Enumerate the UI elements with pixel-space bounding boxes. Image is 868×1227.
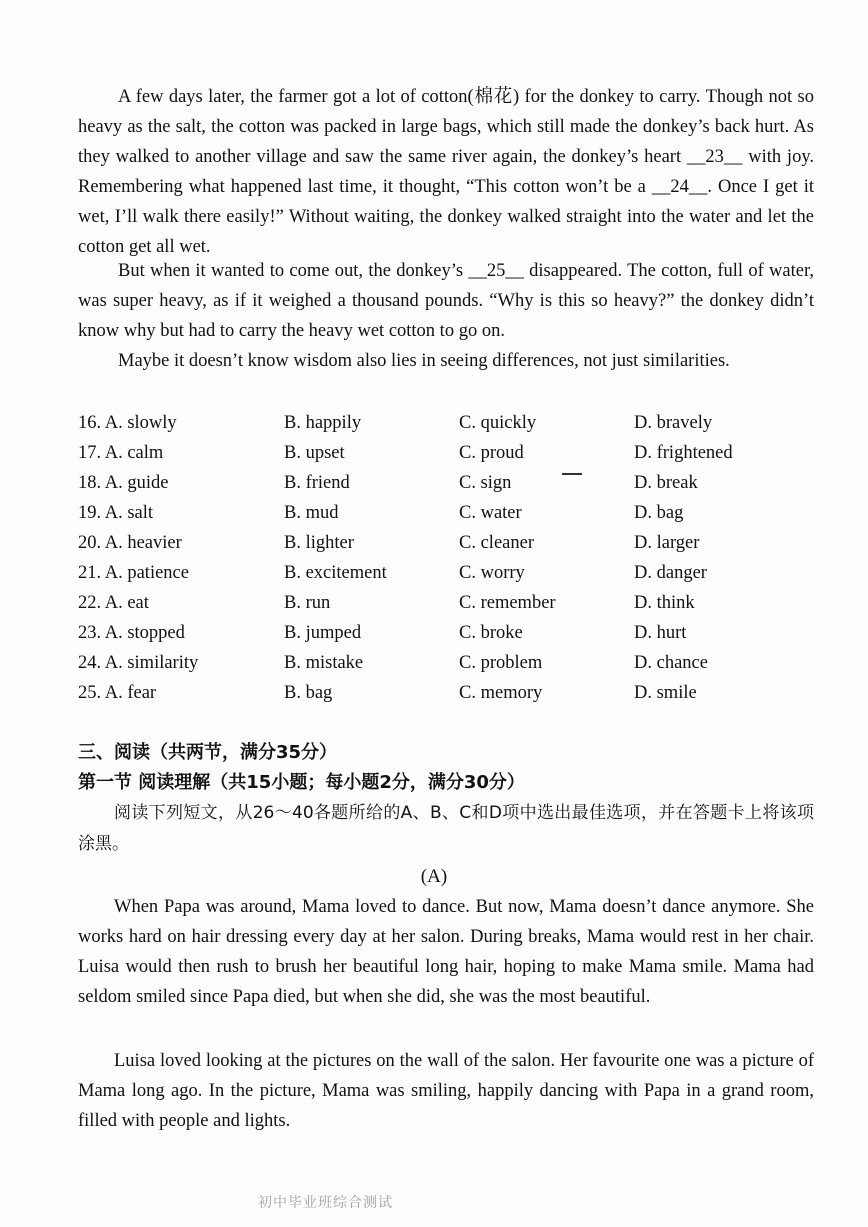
question-row-24 bbox=[78, 648, 818, 678]
story-paragraph-3: Maybe it doesn’t know wisdom also lies in seeing differences, not just similarities. bbox=[118, 351, 730, 371]
cloze-options-list bbox=[78, 408, 818, 708]
option-d: D. think bbox=[634, 593, 695, 613]
question-row-18 bbox=[78, 468, 818, 498]
option-d: D. bravely bbox=[634, 413, 713, 433]
option-b: B. jumped bbox=[284, 623, 362, 643]
option-d: D. bag bbox=[634, 503, 684, 523]
question-row-19 bbox=[78, 498, 818, 528]
passage-a-paragraph-1: When Papa was around, Mama loved to dance. But now, Mama doesn’t dance anymore. She works hard on hair dressing every day at her salon. During breaks, Mama would rest in her chair. Luisa would then rush to brush her beautiful long hair, hoping to make Mama smile. Mama had seldom smiled since Papa died, but when she did, she was the most beautiful. bbox=[78, 897, 814, 1007]
question-row-22 bbox=[78, 588, 818, 618]
option-c: C. sign bbox=[459, 473, 512, 493]
option-a: 18. A. guide bbox=[78, 473, 169, 493]
option-a: 17. A. calm bbox=[78, 443, 164, 463]
option-b: B. bag bbox=[284, 683, 333, 703]
option-c: C. water bbox=[459, 503, 522, 523]
option-d: D. break bbox=[634, 473, 698, 493]
option-b: B. run bbox=[284, 593, 331, 613]
option-d: D. danger bbox=[634, 563, 707, 583]
option-c: C. remember bbox=[459, 593, 556, 613]
question-row-23 bbox=[78, 618, 818, 648]
option-a: 20. A. heavier bbox=[78, 533, 182, 553]
option-a: 22. A. eat bbox=[78, 593, 149, 613]
passage-label: (A) bbox=[420, 866, 448, 887]
section-subtitle: 第一节 阅读理解（共15小题；每小题2分，满分30分） bbox=[78, 772, 525, 793]
question-row-17 bbox=[78, 438, 818, 468]
option-a: 19. A. salt bbox=[78, 503, 154, 523]
passage-a-paragraph-2: Luisa loved looking at the pictures on the wall of the salon. Her favourite one was a picture of Mama long ago. In the picture, Mama was smiling, happily dancing with Papa in a grand room, filled with people and lights. bbox=[78, 1051, 814, 1131]
option-d: D. chance bbox=[634, 653, 708, 673]
option-b: B. lighter bbox=[284, 533, 354, 553]
section-instruction: 阅读下列短文，从26～40各题所给的A、B、C和D项中选出最佳选项，并在答题卡上将该项涂黑。 bbox=[78, 803, 814, 854]
option-c: C. quickly bbox=[459, 413, 537, 433]
question-row-20 bbox=[78, 528, 818, 558]
option-b: B. friend bbox=[284, 473, 350, 493]
option-b: B. excitement bbox=[284, 563, 387, 583]
option-c: C. problem bbox=[459, 653, 543, 673]
pen-mark bbox=[562, 473, 582, 475]
question-row-21 bbox=[78, 558, 818, 588]
option-a: 16. A. slowly bbox=[78, 413, 177, 433]
option-b: B. mistake bbox=[284, 653, 364, 673]
option-a: 24. A. similarity bbox=[78, 653, 199, 673]
option-b: B. mud bbox=[284, 503, 339, 523]
option-a: 25. A. fear bbox=[78, 683, 157, 703]
option-d: D. hurt bbox=[634, 623, 687, 643]
option-b: B. happily bbox=[284, 413, 362, 433]
option-c: C. broke bbox=[459, 623, 523, 643]
question-row-25 bbox=[78, 678, 818, 708]
option-b: B. upset bbox=[284, 443, 345, 463]
story-paragraph-1: A few days later, the farmer got a lot of cotton(棉花) for the donkey to carry. Though not so heavy as the salt, the cotton was packed in large bags, which still made the donkey’s back hurt. As they walked to another village and saw the same river again, the donkey’s heart __23__ with joy. Remembering what happened last time, it thought, “This cotton won’t be a __24__. Once I get it wet, I’ll walk there easily!” Without waiting, the donkey walked straight into the water and let the cotton get all wet. bbox=[78, 87, 814, 257]
option-c: C. proud bbox=[459, 443, 524, 463]
page-footer: 初中毕业班综合测试 bbox=[258, 1195, 393, 1211]
option-a: 21. A. patience bbox=[78, 563, 189, 583]
option-c: C. worry bbox=[459, 563, 525, 583]
option-a: 23. A. stopped bbox=[78, 623, 185, 643]
option-d: D. frightened bbox=[634, 443, 733, 463]
story-paragraph-2: But when it wanted to come out, the donkey’s __25__ disappeared. The cotton, full of water, was super heavy, as if it weighed a thousand pounds. “Why is this so heavy?” the donkey didn’t know why but had to carry the heavy wet cotton to go on. bbox=[78, 261, 814, 341]
section-title: 三、阅读（共两节，满分35分） bbox=[78, 742, 338, 763]
question-row-16 bbox=[78, 408, 818, 438]
option-d: D. smile bbox=[634, 683, 697, 703]
option-c: C. memory bbox=[459, 683, 543, 703]
option-c: C. cleaner bbox=[459, 533, 534, 553]
option-d: D. larger bbox=[634, 533, 700, 553]
